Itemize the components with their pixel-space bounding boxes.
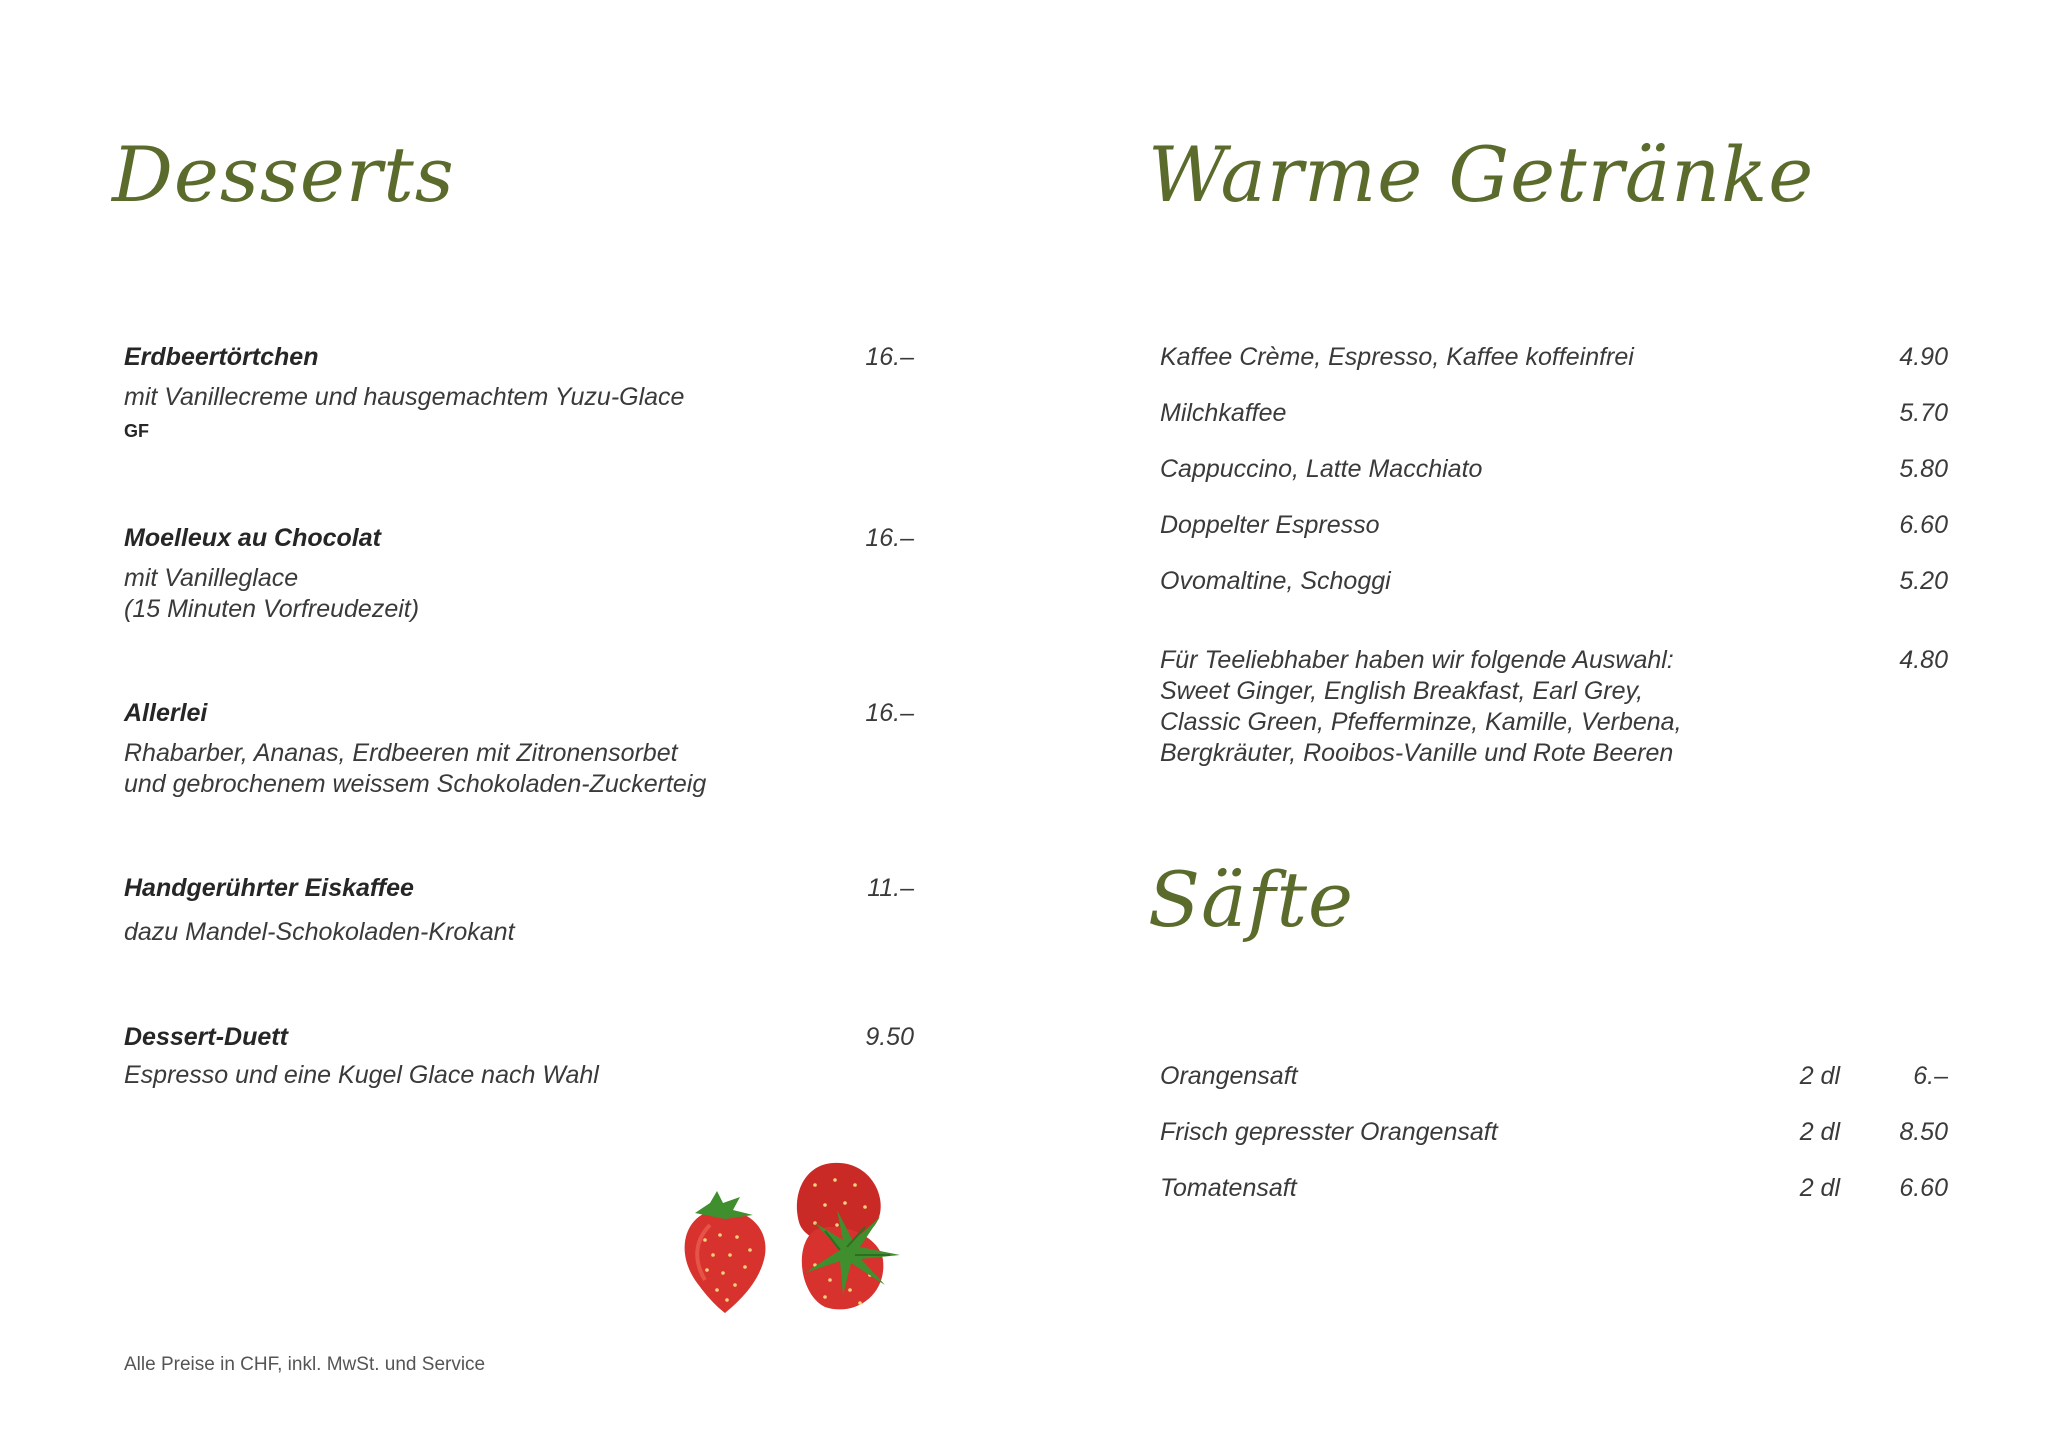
juice-volume: 2 dl [1799, 1174, 1840, 1202]
dessert-description: dazu Mandel-Schokoladen-Krokant [124, 918, 515, 946]
dessert-price: 16.– [865, 699, 914, 727]
dessert-description: Rhabarber, Ananas, Erdbeeren mit Zitronensorbet und gebrochenem weissem Schokoladen-Zuckerteig [124, 739, 707, 798]
juice-price: 6.60 [1899, 1174, 1948, 1202]
tea-selection-row [1160, 645, 1948, 769]
drink-row [1160, 454, 1948, 485]
juice-row [1160, 1117, 1948, 1148]
dessert-price: 11.– [867, 874, 914, 902]
juices-heading: Säfte [1148, 855, 1355, 944]
dessert-description: Espresso und eine Kugel Glace nach Wahl [124, 1061, 599, 1089]
juice-price: 8.50 [1899, 1118, 1948, 1146]
warm-drinks-heading: Warme Getränke [1148, 130, 1815, 219]
dessert-item [124, 342, 914, 442]
strawberries-illustration [665, 1155, 925, 1325]
juice-volume: 2 dl [1799, 1118, 1840, 1146]
strawberry-left-icon [685, 1191, 766, 1313]
drink-name: Kaffee Crème, Espresso, Kaffee koffeinfrei [1160, 343, 1634, 371]
price-footnote: Alle Preise in CHF, inkl. MwSt. und Service [124, 1354, 486, 1375]
drink-name: Ovomaltine, Schoggi [1160, 567, 1391, 595]
dessert-description: mit Vanillecreme und hausgemachtem Yuzu-Glace [124, 383, 685, 411]
dessert-price: 16.– [865, 343, 914, 371]
juice-row [1160, 1173, 1948, 1204]
drink-row [1160, 342, 1948, 373]
drink-price: 5.20 [1899, 567, 1948, 595]
drink-price: 5.70 [1899, 399, 1948, 427]
dessert-name: Handgerührter Eiskaffee [124, 874, 414, 902]
dessert-item [124, 873, 914, 948]
juice-name: Tomatensaft [1160, 1174, 1297, 1202]
dessert-name: Allerlei [124, 699, 208, 727]
dessert-name: Erdbeertörtchen [124, 343, 319, 371]
dessert-name: Dessert-Duett [124, 1023, 288, 1051]
juice-name: Frisch gepresster Orangensaft [1160, 1118, 1498, 1146]
dessert-item [124, 523, 914, 625]
dessert-item [124, 698, 914, 800]
juice-name: Orangensaft [1160, 1062, 1298, 1090]
dessert-price: 9.50 [865, 1023, 914, 1051]
drink-row [1160, 510, 1948, 541]
tea-selection-text: Für Teeliebhaber haben wir folgende Auswahl: Sweet Ginger, English Breakfast, Earl Grey, Classic Green, Pfefferminze, Kamille, Verbena, Bergkräuter, Rooibos-Vanille und Rote Beeren [1160, 646, 1682, 767]
gluten-free-tag: GF [124, 421, 149, 441]
juice-price: 6.– [1913, 1062, 1948, 1090]
juice-volume: 2 dl [1799, 1062, 1840, 1090]
drink-row [1160, 398, 1948, 429]
drink-price: 4.90 [1899, 343, 1948, 371]
juice-row [1160, 1061, 1948, 1092]
drink-row [1160, 566, 1948, 597]
drink-name: Cappuccino, Latte Macchiato [1160, 455, 1483, 483]
dessert-description: mit Vanilleglace (15 Minuten Vorfreudezeit) [124, 564, 420, 623]
desserts-heading: Desserts [112, 130, 455, 219]
dessert-item [124, 1022, 914, 1091]
drink-price: 6.60 [1899, 511, 1948, 539]
drink-name: Milchkaffee [1160, 399, 1287, 427]
drink-name: Doppelter Espresso [1160, 511, 1380, 539]
dessert-name: Moelleux au Chocolat [124, 524, 381, 552]
drink-price: 5.80 [1899, 455, 1948, 483]
drink-price: 4.80 [1899, 646, 1948, 674]
dessert-price: 16.– [865, 524, 914, 552]
